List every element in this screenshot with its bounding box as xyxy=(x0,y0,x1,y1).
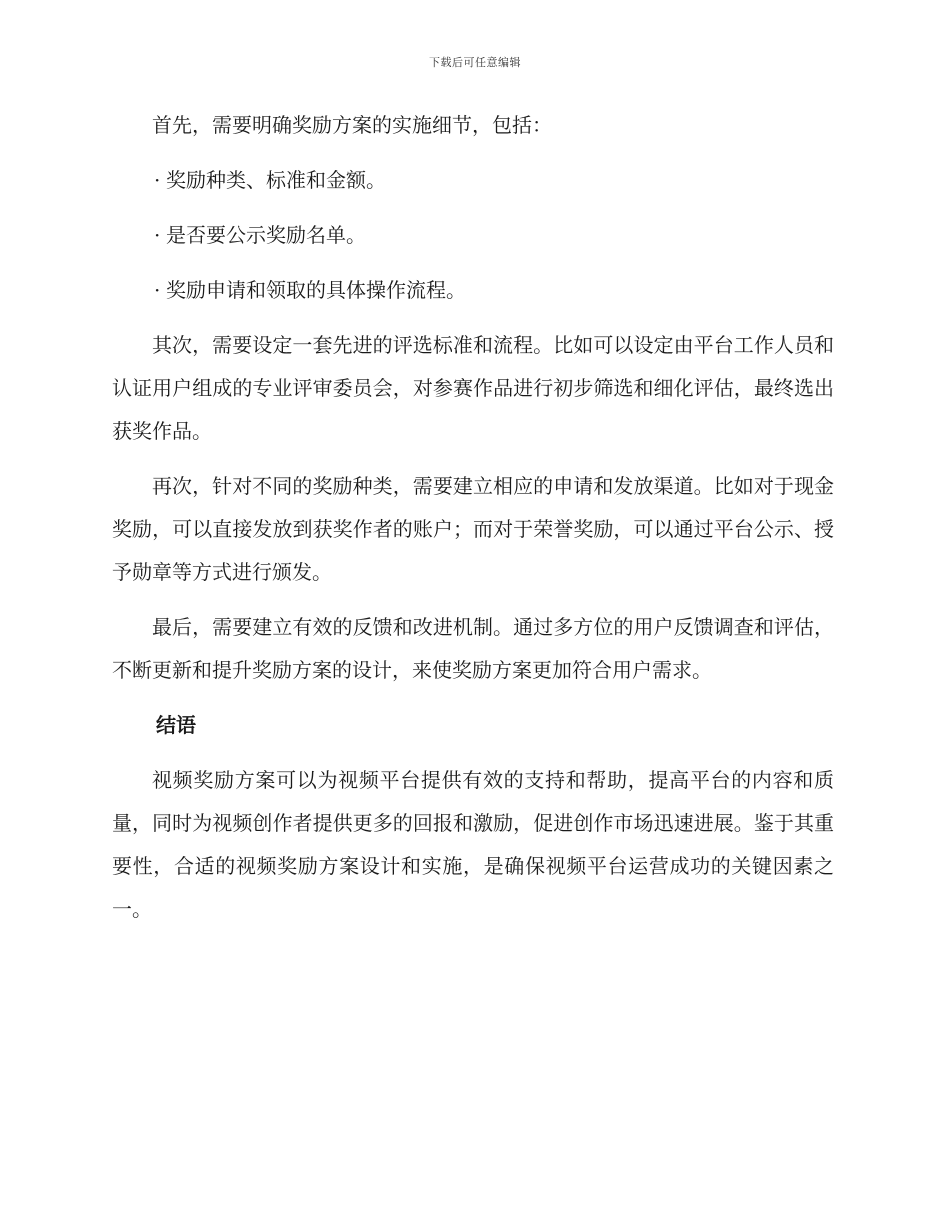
bullet-item xyxy=(112,214,834,257)
bullet-text: 奖励种类、标准和金额。 xyxy=(166,168,386,192)
conclusion-paragraph: 视频奖励方案可以为视频平台提供有效的支持和帮助，提高平台的内容和质量，同时为视频创作者提供更多的回报和激励，促进创作市场迅速进展。鉴于其重要性，合适的视频奖励方案设计和实施，是确保视频平台运营成功的关键因素之一。 xyxy=(112,768,834,921)
intro-paragraph: 首先，需要明确奖励方案的实施细节，包括： xyxy=(152,113,552,137)
third-paragraph: 再次，针对不同的奖励种类，需要建立相应的申请和发放渠道。比如对于现金奖励，可以直接发放到获奖作者的账户；而对于荣誉奖励，可以通过平台公示、授予勋章等方式进行颁发。 xyxy=(112,474,834,584)
last-paragraph: 最后，需要建立有效的反馈和改进机制。通过多方位的用户反馈调查和评估，不断更新和提升奖励方案的设计，来使奖励方案更加符合用户需求。 xyxy=(112,615,834,682)
page-header: 下载后可任意编辑 xyxy=(429,56,521,69)
bullet-text: 是否要公示奖励名单。 xyxy=(166,223,366,247)
bullet-marker: · xyxy=(154,278,161,302)
bullet-marker: · xyxy=(154,168,161,192)
second-paragraph: 其次，需要设定一套先进的评选标准和流程。比如可以设定由平台工作人员和认证用户组成的专业评审委员会，对参赛作品进行初步筛选和细化评估，最终选出获奖作品。 xyxy=(112,333,834,443)
document-body xyxy=(112,104,834,943)
bullet-text: 奖励申请和领取的具体操作流程。 xyxy=(166,278,466,302)
bullet-item xyxy=(112,159,834,202)
conclusion-heading: 结语 xyxy=(156,713,196,737)
bullet-item xyxy=(112,269,834,312)
bullet-marker: · xyxy=(154,223,161,247)
